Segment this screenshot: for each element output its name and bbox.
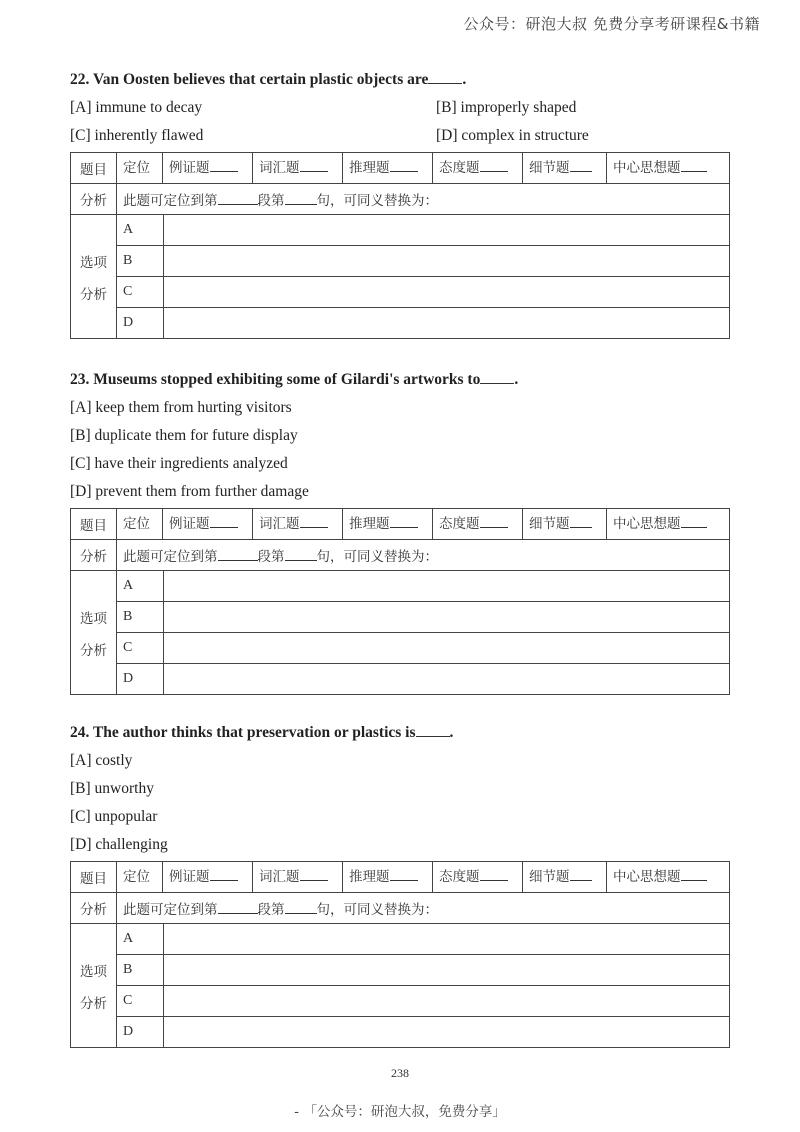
label-tigmu: 题目 bbox=[71, 862, 117, 893]
question-stem: 23. Museums stopped exhibiting some of Gilardi's artworks to . bbox=[70, 371, 519, 388]
option-c: [C] inherently flawed bbox=[70, 127, 204, 144]
type-dingwei: 定位 bbox=[117, 509, 163, 539]
page-number: 238 bbox=[391, 1066, 409, 1080]
locate-line: 此题可定位到第 段第 句，可同义替换为： bbox=[117, 540, 730, 571]
answer-cell-a[interactable] bbox=[164, 215, 730, 246]
option-d: [D] challenging bbox=[70, 836, 168, 853]
question-stem: 24. The author thinks that preservation or plastics is . bbox=[70, 724, 454, 741]
letter-c: C bbox=[117, 277, 164, 308]
type-vocab: 词汇题 bbox=[253, 862, 343, 892]
answer-cell-b[interactable] bbox=[164, 246, 730, 277]
answer-cell-c[interactable] bbox=[164, 277, 730, 308]
label-option-analysis: 选项 分析 bbox=[71, 215, 117, 339]
letter-a: A bbox=[117, 215, 164, 246]
option-b: [B] unworthy bbox=[70, 780, 154, 797]
letter-a: A bbox=[117, 924, 164, 955]
answer-cell-d[interactable] bbox=[164, 308, 730, 339]
label-fenxi: 分析 bbox=[71, 184, 117, 215]
letter-d: D bbox=[117, 308, 164, 339]
option-a: [A] keep them from hurting visitors bbox=[70, 399, 292, 416]
type-attitude: 态度题 bbox=[433, 153, 523, 183]
label-fenxi: 分析 bbox=[71, 540, 117, 571]
type-dingwei: 定位 bbox=[117, 153, 163, 183]
letter-d: D bbox=[117, 664, 164, 695]
locate-line: 此题可定位到第 段第 句，可同义替换为： bbox=[117, 184, 730, 215]
question-stem: 22. Van Oosten believes that certain plastic objects are . bbox=[70, 71, 467, 88]
option-d: [D] prevent them from further damage bbox=[70, 483, 309, 500]
option-a: [A] immune to decay bbox=[70, 99, 203, 116]
answer-cell-c[interactable] bbox=[164, 633, 730, 664]
option-c: [C] have their ingredients analyzed bbox=[70, 455, 288, 472]
type-main-idea: 中心思想题 bbox=[607, 153, 729, 183]
type-inference: 推理题 bbox=[343, 509, 433, 539]
label-tigmu: 题目 bbox=[71, 509, 117, 540]
option-a: [A] costly bbox=[70, 752, 133, 769]
type-vocab: 词汇题 bbox=[253, 153, 343, 183]
label-option-analysis: 选项 分析 bbox=[71, 571, 117, 695]
answer-cell-d[interactable] bbox=[164, 664, 730, 695]
option-b: [B] improperly shaped bbox=[436, 99, 577, 116]
type-main-idea: 中心思想题 bbox=[607, 509, 729, 539]
header-watermark: 公众号：研泡大叔 免费分享考研课程&书籍 bbox=[463, 15, 760, 33]
type-attitude: 态度题 bbox=[433, 509, 523, 539]
answer-cell-b[interactable] bbox=[164, 955, 730, 986]
answer-cell-b[interactable] bbox=[164, 602, 730, 633]
type-attitude: 态度题 bbox=[433, 862, 523, 892]
type-dingwei: 定位 bbox=[117, 862, 163, 892]
option-d: [D] complex in structure bbox=[436, 127, 589, 144]
label-tigmu: 题目 bbox=[71, 153, 117, 184]
type-example: 例证题 bbox=[163, 862, 253, 892]
locate-line: 此题可定位到第 段第 句，可同义替换为： bbox=[117, 893, 730, 924]
type-vocab: 词汇题 bbox=[253, 509, 343, 539]
type-inference: 推理题 bbox=[343, 862, 433, 892]
letter-b: B bbox=[117, 246, 164, 277]
question-24 bbox=[70, 719, 730, 1048]
question-23 bbox=[70, 366, 730, 695]
type-main-idea: 中心思想题 bbox=[607, 862, 729, 892]
answer-cell-a[interactable] bbox=[164, 571, 730, 602]
letter-c: C bbox=[117, 986, 164, 1017]
type-detail: 细节题 bbox=[523, 509, 607, 539]
footer-watermark: - 「公众号：研泡大叔，免费分享」 bbox=[294, 1104, 506, 1120]
letter-b: B bbox=[117, 955, 164, 986]
answer-cell-c[interactable] bbox=[164, 986, 730, 1017]
option-c: [C] unpopular bbox=[70, 808, 158, 825]
options-grid bbox=[70, 94, 730, 150]
type-example: 例证题 bbox=[163, 153, 253, 183]
analysis-table bbox=[70, 152, 730, 339]
type-detail: 细节题 bbox=[523, 862, 607, 892]
letter-a: A bbox=[117, 571, 164, 602]
label-option-analysis: 选项 分析 bbox=[71, 924, 117, 1048]
answer-cell-a[interactable] bbox=[164, 924, 730, 955]
option-b: [B] duplicate them for future display bbox=[70, 427, 298, 444]
type-detail: 细节题 bbox=[523, 153, 607, 183]
type-inference: 推理题 bbox=[343, 153, 433, 183]
type-example: 例证题 bbox=[163, 509, 253, 539]
question-22 bbox=[70, 66, 730, 339]
letter-d: D bbox=[117, 1017, 164, 1048]
analysis-table bbox=[70, 861, 730, 1048]
analysis-table bbox=[70, 508, 730, 695]
letter-c: C bbox=[117, 633, 164, 664]
answer-cell-d[interactable] bbox=[164, 1017, 730, 1048]
letter-b: B bbox=[117, 602, 164, 633]
label-fenxi: 分析 bbox=[71, 893, 117, 924]
